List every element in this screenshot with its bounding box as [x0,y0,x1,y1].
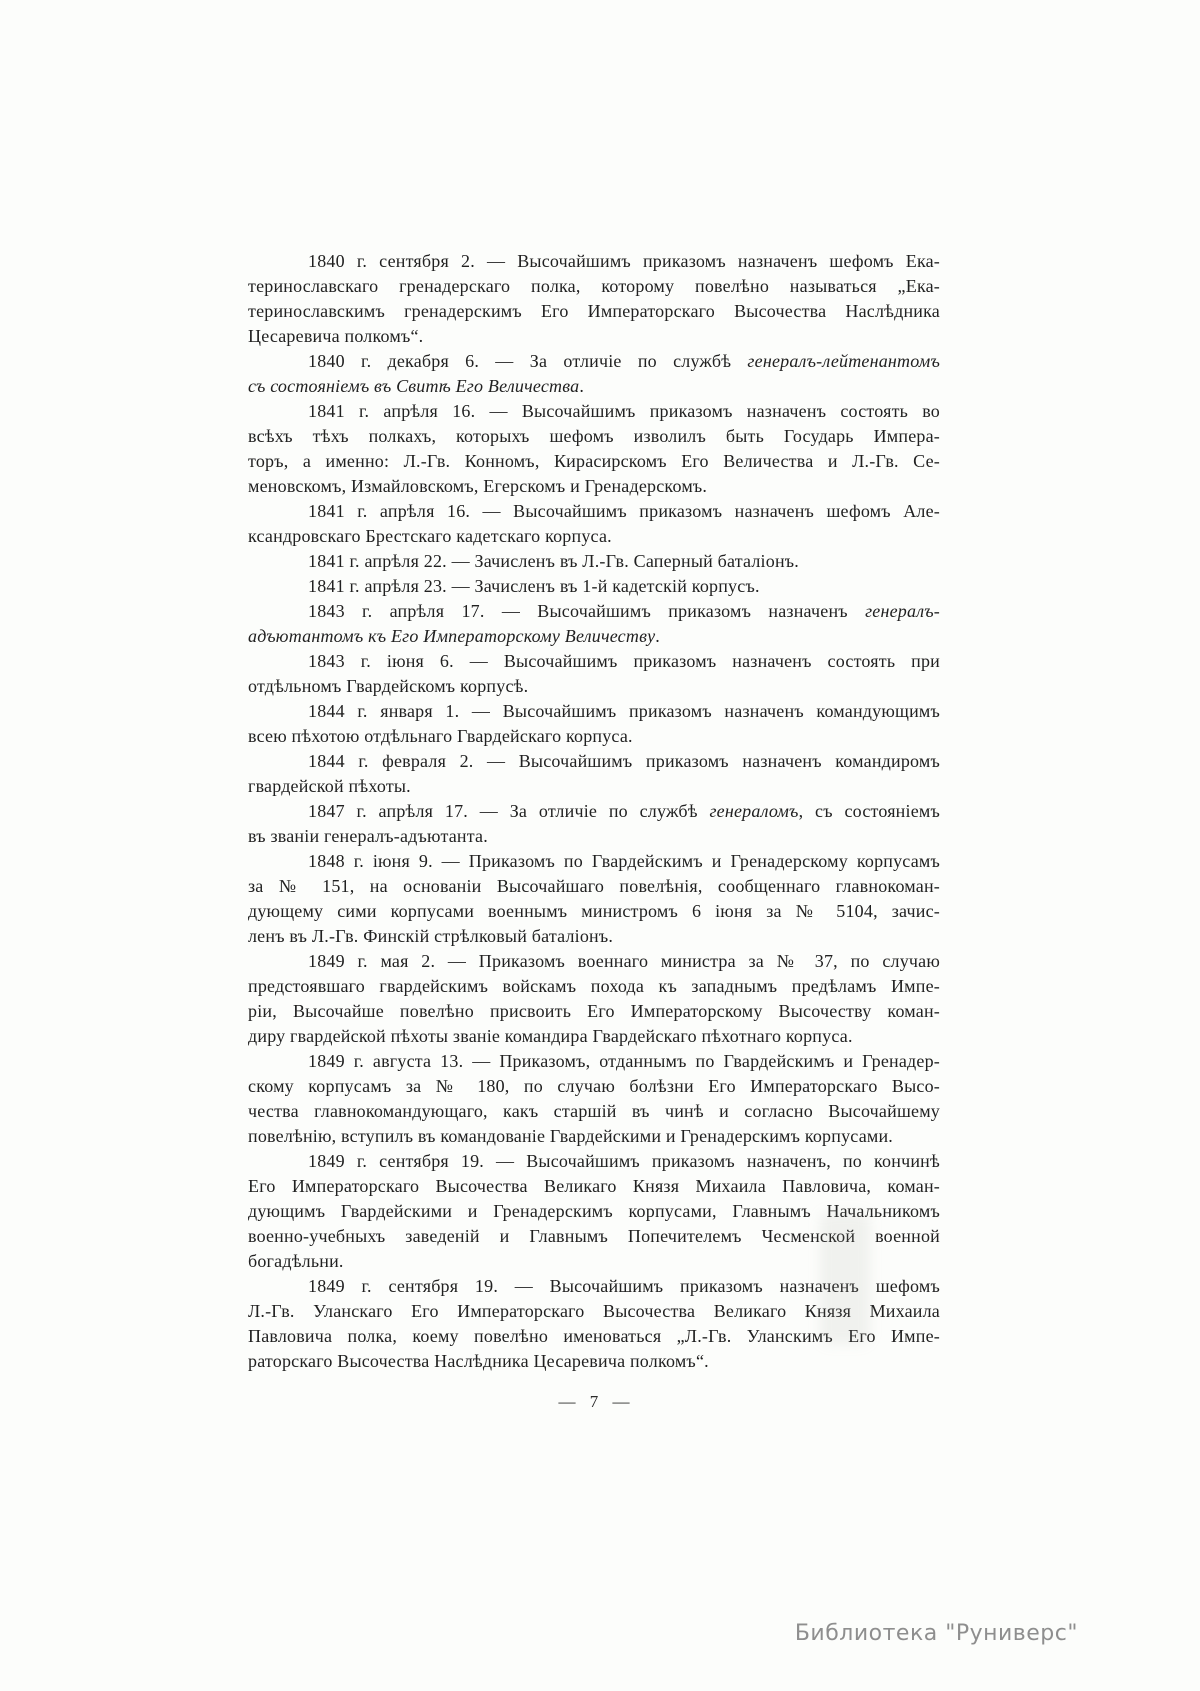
paragraph [248,549,940,574]
paragraph [248,949,940,1049]
paragraph [248,649,940,699]
text-line: чества главнокомандующаго, какъ старшій въ чинѣ и согласно Высочайшему [248,1101,940,1121]
text-line: всѣхъ тѣхъ полкахъ, которыхъ шефомъ изволилъ быть Государь Импера- [248,426,940,446]
text-line: 1843 г. іюня 6. — Высочайшимъ приказомъ назначенъ состоять при [308,651,940,671]
text-line: 1849 г. августа 13. — Приказомъ, отданнымъ по Гвардейскимъ и Гренадер- [308,1051,940,1071]
paragraph [248,249,940,349]
text-line: ріи, Высочайше повелѣно присвоить Его Императорскому Высочеству коман- [248,1001,940,1021]
text-line: диру гвардейской пѣхоты званіе командира Гвардейскаго пѣхотнаго корпуса. [248,1026,853,1046]
text-line: 1848 г. іюня 9. — Приказомъ по Гвардейскимъ и Гренадерскому корпусамъ [308,851,940,871]
paragraph [248,1149,940,1274]
text-line: 1849 г. сентября 19. — Высочайшимъ приказомъ назначенъ, по кончинѣ [308,1151,940,1171]
paragraph [248,849,940,949]
paragraph [248,499,940,549]
text-line: 1840 г. декабря 6. — За отличіе по службѣ генералъ-лейтенантомъ [308,351,940,371]
text-line: богадѣльни. [248,1251,344,1271]
text-line: Павловича полка, коему повелѣно именоваться „Л.-Гв. Уланскимъ Его Импе- [248,1326,940,1346]
text-line: 1841 г. апрѣля 22. — Зачисленъ въ Л.-Гв. Саперный баталіонъ. [308,551,800,571]
text-block [248,249,940,1374]
text-line: 1844 г. января 1. — Высочайшимъ приказомъ назначенъ командующимъ [308,701,940,721]
text-line: меновскомъ, Измайловскомъ, Егерскомъ и Гренадерскомъ. [248,476,708,496]
text-line: 1849 г. мая 2. — Приказомъ военнаго министра за № 37, по случаю [308,951,940,971]
text-line: предстоявшаго гвардейскимъ войскамъ похода къ западнымъ предѣламъ Импе- [248,976,940,996]
text-line: Л.-Гв. Уланскаго Его Императорскаго Высочества Великаго Князя Михаила [248,1301,940,1321]
text-line: Его Императорскаго Высочества Великаго Князя Михаила Павловича, коман- [248,1176,940,1196]
text-line: теринославскимъ гренадерскимъ Его Императорскаго Высочества Наслѣдника [248,301,940,321]
text-line: ксандровскаго Брестскаго кадетскаго корпуса. [248,526,612,546]
text-line: гвардейской пѣхоты. [248,776,411,796]
footer-page-number: — 7 — [558,1392,630,1411]
text-line: за № 151, на основаніи Высочайшаго повелѣнія, сообщеннаго главнокоман- [248,876,940,896]
text-line: Цесаревича полкомъ“. [248,326,424,346]
paragraph [248,349,940,399]
paragraph [248,749,940,799]
text-line: повелѣнію, вступилъ въ командованіе Гвардейскими и Гренадерскимъ корпусами. [248,1126,894,1146]
watermark: Библиотека "Руниверс" [794,1621,1078,1646]
paragraph [248,1274,940,1374]
text-line: 1844 г. февраля 2. — Высочайшимъ приказомъ назначенъ командиромъ [308,751,940,771]
text-line: дующему сими корпусами военнымъ министромъ 6 іюня за № 5104, зачис- [248,901,940,921]
text-line: ленъ въ Л.-Гв. Финскій стрѣлковый баталіонъ. [248,926,614,946]
text-line: 1840 г. сентября 2. — Высочайшимъ приказомъ назначенъ шефомъ Ека- [308,251,940,271]
text-line: 1841 г. апрѣля 16. — Высочайшимъ приказомъ назначенъ состоять во [308,401,940,421]
paragraph [248,699,940,749]
text-line: скому корпусамъ за № 180, по случаю болѣзни Его Императорскаго Высо- [248,1076,940,1096]
text-line: 1847 г. апрѣля 17. — За отличіе по службѣ генераломъ, съ состояніемъ [308,801,940,821]
paragraph [248,399,940,499]
text-line: военно-учебныхъ заведеній и Главнымъ Попечителемъ Чесменской военной [248,1226,940,1246]
text-line: торъ, а именно: Л.-Гв. Конномъ, Кирасирскомъ Его Величества и Л.-Гв. Се- [248,451,940,471]
text-line: 1843 г. апрѣля 17. — Высочайшимъ приказомъ назначенъ генералъ- [308,601,940,621]
text-line: раторскаго Высочества Наслѣдника Цесаревича полкомъ“. [248,1351,709,1371]
paragraph [248,574,940,599]
text-line: 1841 г. апрѣля 16. — Высочайшимъ приказомъ назначенъ шефомъ Але- [308,501,940,521]
text-line: адъютантомъ къ Его Императорскому Величеству. [248,626,660,646]
paragraph [248,1049,940,1149]
paragraph [248,799,940,849]
text-line: съ состояніемъ въ Свитѣ Его Величества. [248,376,585,396]
text-line: въ званіи генералъ-адъютанта. [248,826,488,846]
text-line: 1841 г. апрѣля 23. — Зачисленъ въ 1-й кадетскій корпусъ. [308,576,760,596]
text-line: 1849 г. сентября 19. — Высочайшимъ приказомъ назначенъ шефомъ [308,1276,940,1296]
text-line: дующимъ Гвардейскими и Гренадерскимъ корпусами, Главнымъ Начальникомъ [248,1201,940,1221]
text-line: всею пѣхотою отдѣльнаго Гвардейскаго корпуса. [248,726,633,746]
paragraph [248,599,940,649]
text-line: отдѣльномъ Гвардейскомъ корпусѣ. [248,676,529,696]
text-line: теринославскаго гренадерскаго полка, которому повелѣно называться „Ека- [248,276,940,296]
